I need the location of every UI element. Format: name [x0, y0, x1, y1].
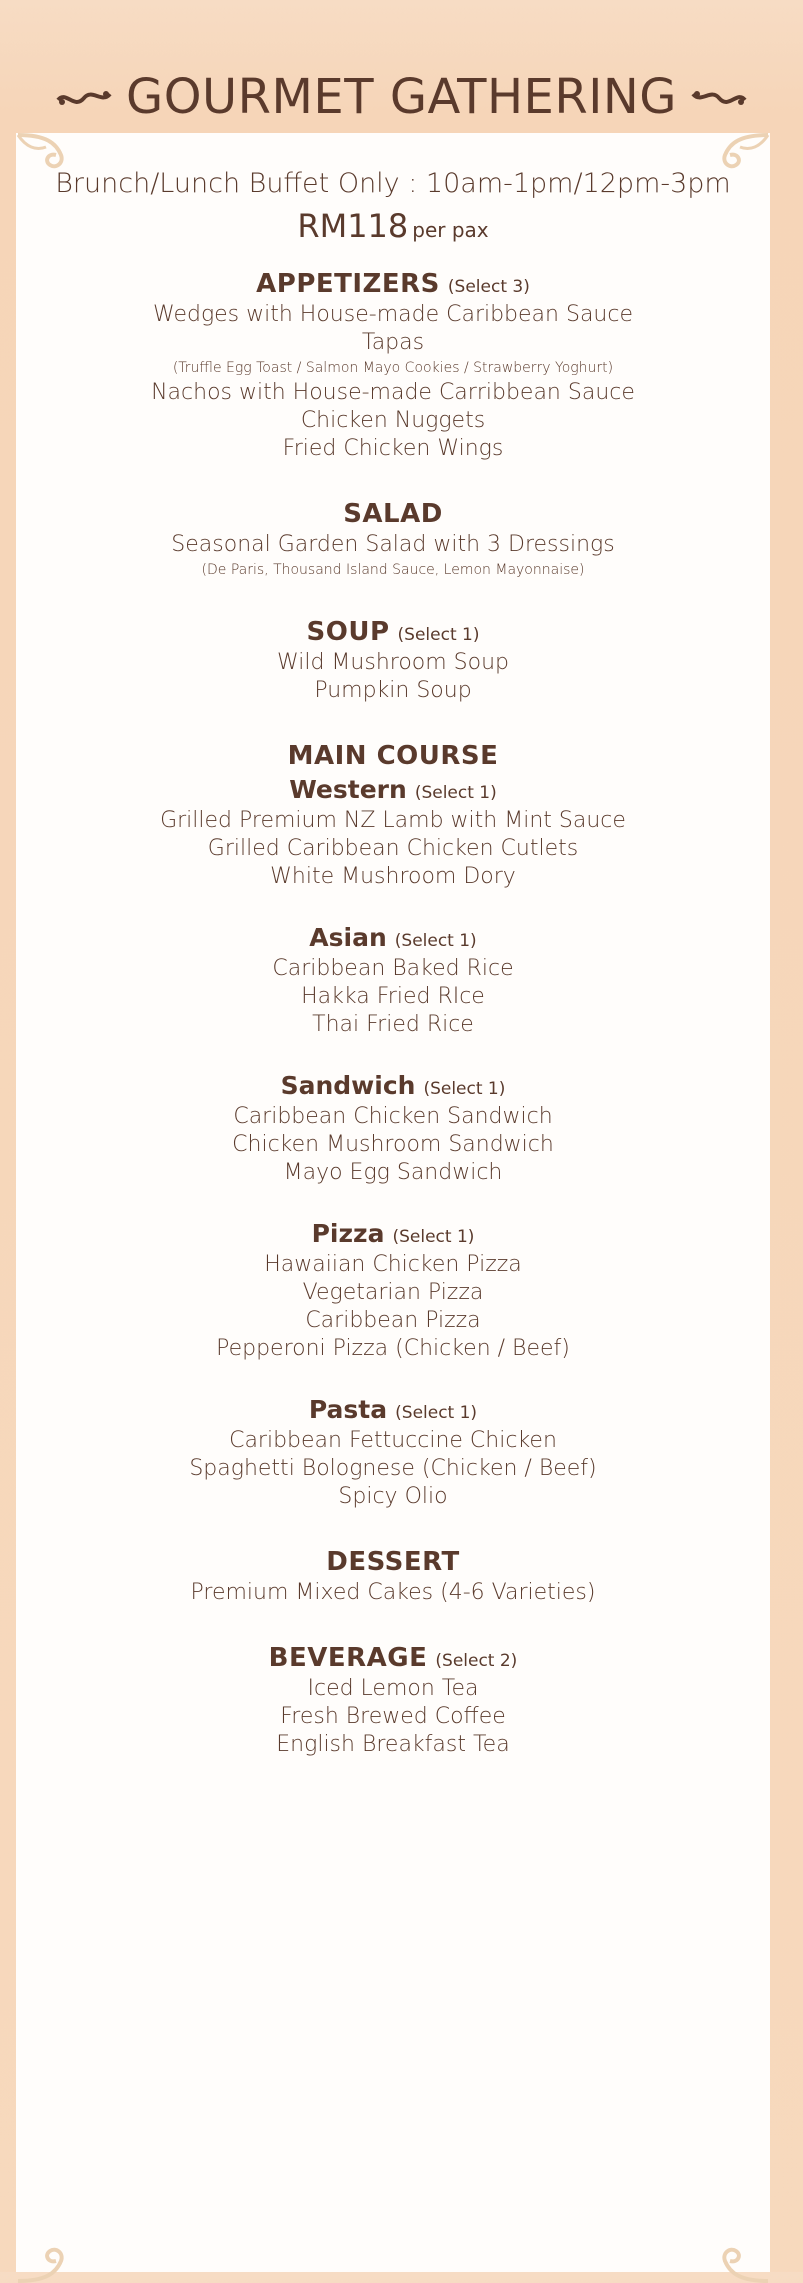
menu-item: Grilled Premium NZ Lamb with Mint Sauce	[160, 808, 626, 833]
menu-item: White Mushroom Dory	[270, 864, 516, 889]
sub-heading: Sandwich	[280, 1071, 416, 1100]
price-amount: RM118	[297, 207, 409, 245]
section-heading: SALAD	[343, 499, 443, 529]
section-heading: SOUP	[306, 617, 390, 647]
section-heading: DESSERT	[326, 1547, 460, 1577]
menu-item: Caribbean Pizza	[305, 1308, 481, 1333]
select-note: (Select 1)	[395, 1403, 478, 1423]
select-note: (Select 3)	[447, 277, 530, 297]
subsection-western	[16, 773, 770, 891]
scroll-flourish-icon	[689, 82, 749, 112]
sub-heading: Pasta	[308, 1395, 388, 1424]
section-appetizers	[16, 267, 770, 463]
menu-item: Premium Mixed Cakes (4-6 Varieties)	[190, 1580, 596, 1605]
menu-item: Mayo Egg Sandwich	[283, 1160, 503, 1185]
scroll-flourish-icon	[54, 82, 114, 112]
sub-heading: Pizza	[311, 1219, 385, 1248]
menu-item: Chicken Mushroom Sandwich	[232, 1132, 554, 1157]
menu-item: Caribbean Fettuccine Chicken	[229, 1428, 557, 1453]
menu-item: Wedges with House-made Caribbean Sauce	[152, 302, 633, 327]
menu-item: Caribbean Chicken Sandwich	[233, 1104, 553, 1129]
section-dessert	[16, 1545, 770, 1607]
corner-ornament-bottom-right	[680, 2238, 770, 2283]
subsection-asian	[16, 921, 770, 1039]
menu-content	[16, 168, 770, 1793]
section-heading: MAIN COURSE	[287, 741, 499, 771]
menu-item: Vegetarian Pizza	[302, 1280, 484, 1305]
menu-item: Fried Chicken Wings	[282, 436, 504, 461]
section-salad	[16, 497, 770, 581]
menu-item: Seasonal Garden Salad with 3 Dressings	[171, 532, 615, 557]
menu-header	[0, 62, 803, 132]
menu-item: Pepperoni Pizza (Chicken / Beef)	[216, 1336, 570, 1361]
sub-heading: Western	[289, 775, 407, 804]
menu-item: Grilled Caribbean Chicken Cutlets	[207, 836, 579, 861]
select-note: (Select 1)	[423, 1079, 506, 1099]
price-unit: per pax	[412, 218, 489, 242]
select-note: (Select 1)	[414, 783, 497, 803]
buffet-hours: Brunch/Lunch Buffet Only : 10am-1pm/12pm-3pm	[55, 168, 731, 199]
section-beverage	[16, 1641, 770, 1759]
menu-item: Caribbean Baked Rice	[272, 956, 514, 981]
menu-item: Spicy Olio	[338, 1484, 448, 1509]
menu-item-detail: (Truffle Egg Toast / Salmon Mayo Cookies / Strawberry Yoghurt)	[172, 360, 614, 376]
subsection-pizza	[16, 1217, 770, 1363]
select-note: (Select 1)	[394, 931, 477, 951]
menu-item: Hawaiian Chicken Pizza	[264, 1252, 522, 1277]
menu-item: Tapas	[361, 330, 425, 355]
menu-title: GOURMET GATHERING	[126, 69, 677, 125]
menu-item: Hakka Fried RIce	[301, 984, 485, 1009]
select-note: (Select 1)	[392, 1227, 475, 1247]
section-heading: APPETIZERS	[256, 269, 440, 299]
menu-item: Pumpkin Soup	[314, 678, 472, 703]
menu-item: Thai Fried Rice	[312, 1012, 474, 1037]
menu-item: Wild Mushroom Soup	[276, 650, 510, 675]
menu-item: Nachos with House-made Carribbean Sauce	[151, 380, 635, 405]
menu-item: Spaghetti Bolognese (Chicken / Beef)	[189, 1456, 597, 1481]
corner-ornament-bottom-left	[16, 2238, 106, 2283]
menu-item: English Breakfast Tea	[276, 1732, 510, 1757]
menu-item: Iced Lemon Tea	[307, 1676, 479, 1701]
select-note: (Select 2)	[435, 1651, 518, 1671]
price	[16, 207, 770, 245]
subsection-pasta	[16, 1393, 770, 1511]
menu-item: Chicken Nuggets	[300, 408, 486, 433]
select-note: (Select 1)	[397, 625, 480, 645]
menu-item-detail: (De Paris, Thousand Island Sauce, Lemon Mayonnaise)	[201, 562, 585, 578]
menu-item: Fresh Brewed Coffee	[280, 1704, 506, 1729]
section-soup	[16, 615, 770, 705]
section-main-course	[16, 739, 770, 1511]
subsection-sandwich	[16, 1069, 770, 1187]
section-heading: BEVERAGE	[268, 1643, 428, 1673]
sub-heading: Asian	[309, 923, 387, 952]
